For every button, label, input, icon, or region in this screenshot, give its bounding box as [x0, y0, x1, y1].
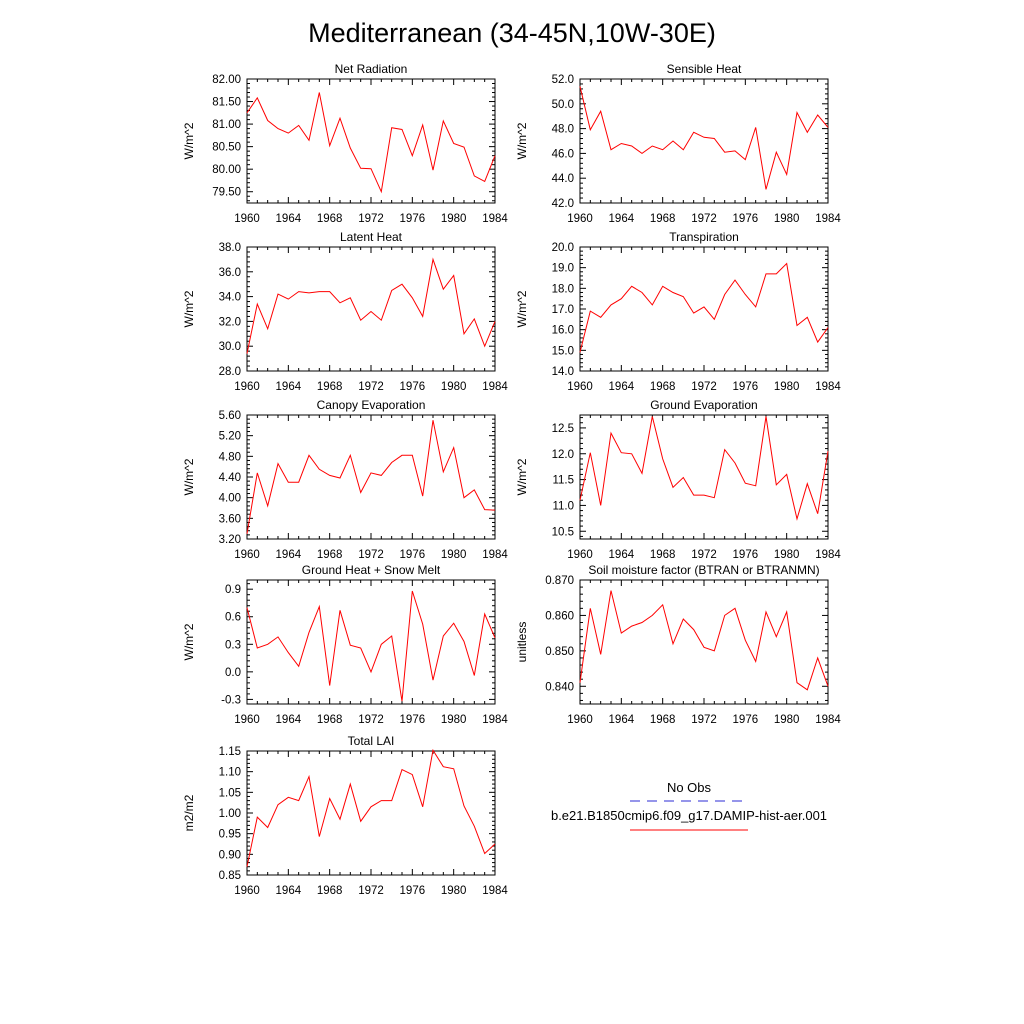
- x-tick-label: 1960: [567, 213, 593, 225]
- legend: [551, 780, 827, 830]
- x-tick-label: 1984: [482, 381, 508, 393]
- x-tick-label: 1960: [567, 381, 593, 393]
- x-tick-label: 1976: [399, 381, 426, 393]
- x-tick-label: 1980: [773, 549, 800, 561]
- x-tick-label: 1964: [275, 549, 302, 561]
- y-tick-label: 4.80: [218, 451, 241, 464]
- y-tick-label: 0.85: [218, 870, 241, 882]
- y-tick-label: 0.90: [218, 849, 241, 862]
- y-axis-label: m2/m2: [182, 794, 196, 832]
- x-tick-label: 1968: [316, 885, 343, 897]
- x-tick-label: 1980: [440, 885, 467, 897]
- plot-frame: [247, 751, 495, 875]
- x-tick-label: 1968: [649, 213, 676, 225]
- y-tick-label: 0.95: [218, 828, 241, 841]
- x-tick-label: 1972: [691, 549, 717, 561]
- y-tick-label: 0.9: [225, 584, 241, 597]
- x-tick-label: 1964: [275, 213, 302, 225]
- y-tick-label: 1.00: [218, 808, 241, 820]
- plot-frame: [247, 247, 495, 371]
- x-tick-label: 1972: [691, 381, 717, 393]
- x-tick-label: 1968: [316, 549, 343, 561]
- x-tick-label: 1964: [608, 381, 635, 393]
- panel-soil-moisture-factor-btran-or-btranmn: [515, 563, 841, 726]
- y-tick-label: 82.00: [212, 74, 241, 86]
- x-tick-label: 1980: [773, 213, 800, 225]
- panel-title: Latent Heat: [339, 230, 403, 244]
- x-tick-label: 1976: [399, 714, 426, 726]
- y-tick-label: 34.0: [218, 291, 241, 304]
- x-tick-label: 1980: [440, 213, 467, 225]
- x-tick-label: 1976: [732, 714, 759, 726]
- x-tick-label: 1960: [234, 381, 260, 393]
- series-line-total-lai: [247, 750, 495, 867]
- panel-title: Total LAI: [347, 734, 395, 748]
- series-line-transpiration: [580, 264, 828, 353]
- x-tick-label: 1960: [234, 213, 260, 225]
- y-tick-label: 12.0: [551, 448, 574, 461]
- x-tick-label: 1964: [608, 549, 635, 561]
- x-tick-label: 1960: [234, 714, 260, 726]
- x-tick-label: 1980: [440, 714, 467, 726]
- panel-title: Soil moisture factor (BTRAN or BTRANMN): [588, 563, 820, 577]
- y-tick-label: 16.0: [551, 324, 574, 337]
- plot-frame: [580, 79, 828, 203]
- x-tick-label: 1984: [815, 213, 841, 225]
- panel-total-lai: [182, 734, 508, 897]
- plot-frame: [247, 415, 495, 539]
- series-line-soil-moisture-factor-btran-or-btranmn: [580, 591, 828, 690]
- y-axis-label: W/m^2: [515, 458, 529, 496]
- x-tick-label: 1964: [608, 714, 635, 726]
- x-tick-label: 1964: [275, 885, 302, 897]
- x-tick-label: 1968: [316, 714, 343, 726]
- y-tick-label: 52.0: [551, 74, 574, 86]
- x-tick-label: 1964: [608, 213, 635, 225]
- y-tick-label: 80.00: [212, 164, 241, 177]
- y-tick-label: 50.0: [551, 98, 574, 111]
- panel-sensible-heat: [515, 62, 841, 225]
- legend-label-no-obs: No Obs: [666, 780, 712, 795]
- series-line-ground-evaporation: [580, 417, 828, 519]
- x-tick-label: 1976: [732, 549, 759, 561]
- y-tick-label: 5.20: [218, 430, 241, 443]
- x-tick-label: 1972: [358, 213, 384, 225]
- y-axis-label: unitless: [515, 621, 529, 663]
- y-tick-label: 4.00: [218, 492, 241, 505]
- plot-frame: [247, 580, 495, 704]
- x-tick-label: 1976: [732, 381, 759, 393]
- y-axis-label: W/m^2: [515, 122, 529, 160]
- x-tick-label: 1964: [275, 381, 302, 393]
- x-tick-label: 1960: [234, 549, 260, 561]
- y-tick-label: 11.5: [552, 474, 574, 487]
- x-tick-label: 1984: [815, 549, 841, 561]
- y-tick-label: 1.05: [218, 787, 241, 800]
- y-tick-label: 48.0: [551, 123, 574, 136]
- y-tick-label: 19.0: [551, 262, 574, 275]
- panel-title: Canopy Evaporation: [316, 398, 426, 412]
- y-tick-label: 1.10: [218, 766, 241, 779]
- y-tick-label: 0.840: [545, 681, 574, 694]
- y-tick-label: 81.50: [212, 96, 241, 109]
- y-tick-label: 3.20: [218, 534, 241, 546]
- figure-title: Mediterranean (34-45N,10W-30E): [308, 18, 716, 48]
- x-tick-label: 1972: [358, 714, 384, 726]
- x-tick-label: 1968: [316, 213, 343, 225]
- x-tick-label: 1960: [234, 885, 260, 897]
- y-tick-label: 81.00: [212, 119, 241, 132]
- y-tick-label: 79.50: [212, 186, 241, 199]
- x-tick-label: 1984: [482, 885, 508, 897]
- y-tick-label: 30.0: [218, 341, 241, 354]
- panel-title: Sensible Heat: [666, 62, 742, 76]
- x-tick-label: 1984: [815, 381, 841, 393]
- y-tick-label: 12.5: [551, 422, 574, 435]
- y-tick-label: 10.5: [551, 526, 574, 539]
- y-tick-label: 0.6: [225, 611, 241, 624]
- x-tick-label: 1972: [691, 714, 717, 726]
- y-tick-label: 15.0: [551, 345, 574, 358]
- y-tick-label: 36.0: [218, 266, 241, 279]
- y-tick-label: 0.850: [545, 645, 574, 658]
- x-tick-label: 1968: [316, 381, 343, 393]
- x-tick-label: 1980: [440, 549, 467, 561]
- panel-title: Net Radiation: [334, 62, 408, 76]
- x-tick-label: 1984: [815, 714, 841, 726]
- x-tick-label: 1976: [732, 213, 759, 225]
- x-tick-label: 1964: [275, 714, 302, 726]
- panel-latent-heat: [182, 230, 508, 393]
- x-tick-label: 1976: [399, 213, 426, 225]
- y-tick-label: 0.0: [225, 666, 241, 679]
- x-tick-label: 1972: [691, 213, 717, 225]
- y-tick-label: 80.50: [212, 141, 241, 154]
- x-tick-label: 1980: [773, 381, 800, 393]
- y-tick-label: 14.0: [551, 366, 574, 378]
- x-tick-label: 1960: [567, 714, 593, 726]
- panel-transpiration: [515, 230, 841, 393]
- y-tick-label: 42.0: [551, 198, 574, 210]
- series-line-sensible-heat: [580, 86, 828, 189]
- x-tick-label: 1960: [567, 549, 593, 561]
- y-tick-label: 20.0: [551, 242, 574, 254]
- y-tick-label: 17.0: [551, 304, 574, 316]
- series-line-net-radiation: [247, 93, 495, 192]
- series-line-latent-heat: [247, 259, 495, 353]
- legend-label-model: b.e21.B1850cmip6.f09_g17.DAMIP-hist-aer.001: [550, 808, 828, 823]
- y-tick-label: 0.870: [545, 575, 574, 587]
- x-tick-label: 1972: [358, 549, 384, 561]
- x-tick-label: 1968: [649, 714, 676, 726]
- y-tick-label: 11.0: [552, 500, 574, 513]
- x-tick-label: 1968: [649, 381, 676, 393]
- x-tick-label: 1976: [399, 885, 426, 897]
- y-tick-label: 46.0: [551, 148, 574, 161]
- y-axis-label: W/m^2: [182, 458, 196, 496]
- panel-net-radiation: [182, 62, 508, 225]
- y-tick-label: 3.60: [218, 513, 241, 526]
- y-tick-label: 1.15: [218, 746, 241, 758]
- plot-frame: [580, 415, 828, 539]
- y-axis-label: W/m^2: [182, 290, 196, 328]
- panel-title: Ground Heat + Snow Melt: [301, 563, 441, 577]
- y-tick-label: 0.860: [545, 610, 574, 623]
- series-line-canopy-evaporation: [247, 420, 495, 534]
- panels-container: [182, 62, 841, 897]
- series-line-ground-heat-snow-melt: [247, 591, 495, 701]
- y-tick-label: 28.0: [218, 366, 241, 378]
- x-tick-label: 1976: [399, 549, 426, 561]
- y-axis-label: W/m^2: [182, 623, 196, 661]
- panel-title: Ground Evaporation: [650, 398, 758, 412]
- plot-frame: [247, 79, 495, 203]
- y-tick-label: 38.0: [218, 242, 241, 254]
- x-tick-label: 1968: [649, 549, 676, 561]
- panel-ground-evaporation: [515, 398, 841, 561]
- y-tick-label: 32.0: [218, 316, 241, 329]
- y-tick-label: 4.40: [218, 472, 241, 484]
- y-tick-label: 44.0: [551, 173, 574, 186]
- panel-ground-heat-snow-melt: [182, 563, 508, 726]
- y-tick-label: 5.60: [218, 410, 241, 422]
- x-tick-label: 1972: [358, 381, 384, 393]
- x-tick-label: 1984: [482, 549, 508, 561]
- y-axis-label: W/m^2: [182, 122, 196, 160]
- panel-canopy-evaporation: [182, 398, 508, 561]
- x-tick-label: 1984: [482, 213, 508, 225]
- y-axis-label: W/m^2: [515, 290, 529, 328]
- y-tick-label: -0.3: [221, 694, 241, 707]
- plot-frame: [580, 247, 828, 371]
- x-tick-label: 1972: [358, 885, 384, 897]
- panel-title: Transpiration: [669, 230, 739, 244]
- y-tick-label: 0.3: [225, 639, 241, 652]
- x-tick-label: 1980: [440, 381, 467, 393]
- x-tick-label: 1980: [773, 714, 800, 726]
- y-tick-label: 18.0: [551, 283, 574, 296]
- x-tick-label: 1984: [482, 714, 508, 726]
